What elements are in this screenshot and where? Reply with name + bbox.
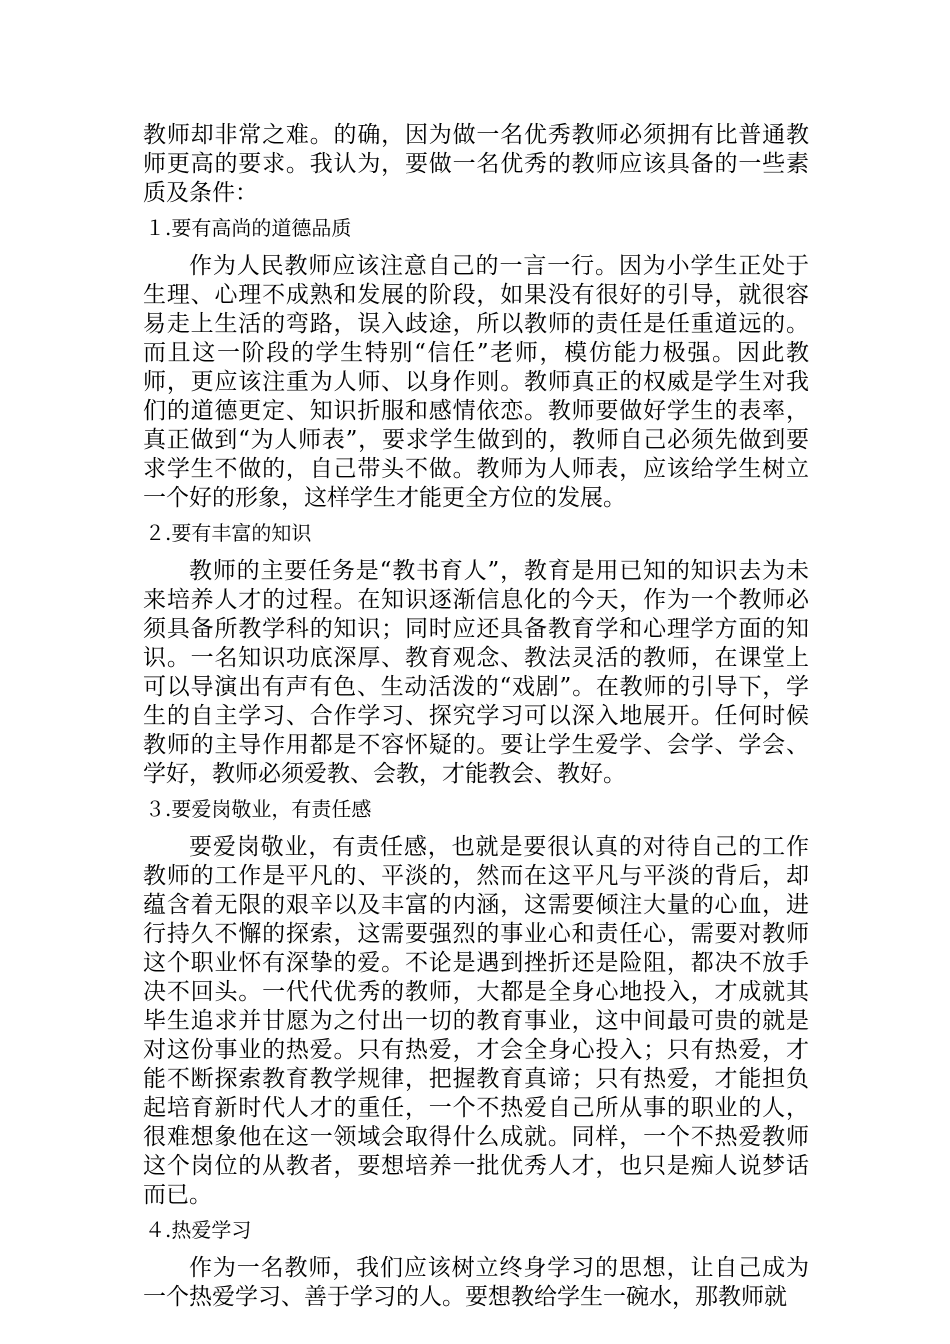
section-heading-4: ４.热爱学习 [145,1218,252,1242]
intro-paragraph: 教师却非常之难。的确，因为做一名优秀教师必须拥有比普通教师更高的要求。我认为，要做一名优秀的教师应该具备的一些素质及条件： [143,122,809,206]
section-heading-3: ３.要爱岗敬业，有责任感 [145,797,372,821]
document-body [143,121,809,1319]
section-paragraph-4: 作为一名教师，我们应该树立终身学习的思想，让自己成为一个热爱学习、善于学习的人。要想教给学生一碗水，那教师就 [143,1255,809,1310]
section-paragraph-2: 教师的主要任务是“教书育人”，教育是用已知的知识去为未来培养人才的过程。在知识逐渐信息化的今天，作为一个教师必须具备所教学科的知识；同时应还具备教育学和心理学方面的知识。一名知识功底深厚、教育观念、教法灵活的教师，在课堂上可以导演出有声有色、生动活泼的“戏剧”。在教师的引导下，学生的自主学习、合作学习、探究学习可以深入地展开。任何时候教师的主导作用都是不容怀疑的。要让学生爱学、会学、学会、学好，教师必须爱教、会教，才能教会、教好。 [143,558,809,787]
section-heading-2: ２.要有丰富的知识 [145,521,312,545]
section-paragraph-3: 要爱岗敬业，有责任感，也就是要很认真的对待自己的工作教师的工作是平凡的、平淡的，然而在这平凡与平淡的背后，却蕴含着无限的艰辛以及丰富的内涵，这需要倾注大量的心血，进行持久不懈的探索，这需要强烈的事业心和责任心，需要对教师这个职业怀有深挚的爱。不论是遇到挫折还是险阻，都决不放手决不回头。一代代优秀的教师，大都是全身心地投入，才成就其毕生追求并甘愿为之付出一切的教育事业，这中间最可贵的就是对这份事业的热爱。只有热爱，才会全身心投入；只有热爱，才能不断探索教育教学规律，把握教育真谛；只有热爱，才能担负起培育新时代人才的重任，一个不热爱自己所从事的职业的人，很难想象他在这一领域会取得什么成就。同样，一个不热爱教师这个岗位的从教者，要想培养一批优秀人才，也只是痴人说梦话而已。 [143,834,809,1208]
section-heading-1: １.要有高尚的道德品质 [145,216,352,240]
section-paragraph-1: 作为人民教师应该注意自己的一言一行。因为小学生正处于生理、心理不成熟和发展的阶段，如果没有很好的引导，就很容易走上生活的弯路，误入歧途，所以教师的责任是任重道远的。而且这一阶段的学生特别“信任”老师，模仿能力极强。因此教师，更应该注重为人师、以身作则。教师真正的权威是学生对我们的道德更定、知识折服和感情依恋。教师要做好学生的表率，真正做到“为人师表”，要求学生做到的，教师自己必须先做到要求学生不做的，自己带头不做。教师为人师表，应该给学生树立一个好的形象，这样学生才能更全方位的发展。 [143,253,809,511]
